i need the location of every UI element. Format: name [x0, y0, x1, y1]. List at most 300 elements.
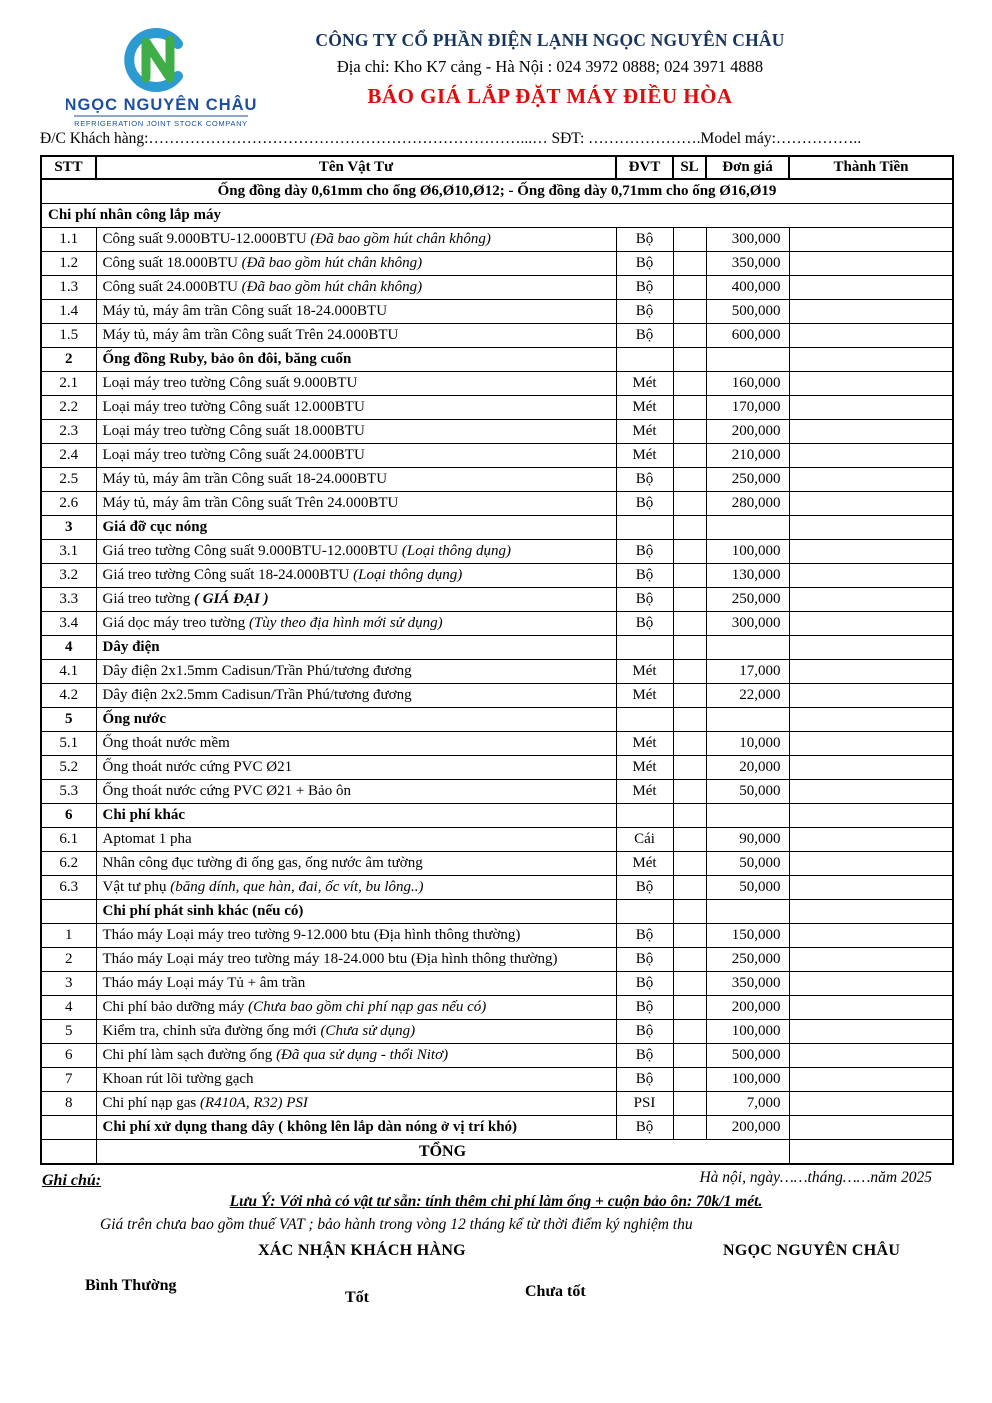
- row-name: [96, 252, 616, 276]
- item-note: (Đã qua sử dụng - thổi Nitơ): [276, 1047, 449, 1063]
- row-sl: [673, 1020, 706, 1044]
- row-name: [96, 564, 616, 588]
- row-sl: [673, 468, 706, 492]
- item-note: (Đã bao gồm hút chân không): [241, 279, 423, 295]
- row-dvt: Bộ: [616, 876, 673, 900]
- row-stt: 2: [41, 948, 96, 972]
- row-sl: [673, 612, 706, 636]
- row-stt: 2.4: [41, 444, 96, 468]
- rating-normal-label: Bình Thường: [85, 1277, 177, 1294]
- row-stt: 3: [41, 516, 96, 540]
- company-logo: [66, 24, 256, 139]
- total-label: TỔNG: [96, 1140, 789, 1165]
- table-row: [41, 372, 953, 396]
- item-note: ( GIÁ ĐẠI ): [193, 591, 269, 607]
- row-name: [96, 852, 616, 876]
- row-dvt: Bộ: [616, 300, 673, 324]
- item-name: Kiểm tra, chỉnh sửa đường ống mới: [102, 1023, 321, 1039]
- row-name: [96, 972, 616, 996]
- row-dvt: [616, 708, 673, 732]
- item-note: (Loại thông dụng): [353, 567, 463, 583]
- group-title: Chi phí nhân công lắp máy: [41, 204, 953, 228]
- row-sl: [673, 708, 706, 732]
- row-price: 200,000: [706, 996, 789, 1020]
- row-total: [789, 852, 953, 876]
- row-total: [789, 708, 953, 732]
- table-row: [41, 972, 953, 996]
- col-header-sl: SL: [673, 156, 706, 179]
- item-name: Tháo máy Loại máy Tủ + âm trần: [102, 975, 306, 991]
- item-name: Ống thoát nước mềm: [102, 735, 230, 751]
- row-name: [96, 468, 616, 492]
- table-row: [41, 636, 953, 660]
- row-dvt: Bộ: [616, 1044, 673, 1068]
- row-sl: [673, 276, 706, 300]
- row-dvt: PSI: [616, 1092, 673, 1116]
- row-sl: [673, 372, 706, 396]
- row-price: 170,000: [706, 396, 789, 420]
- item-name: Vật tư phụ: [102, 879, 171, 895]
- row-name: [96, 1068, 616, 1092]
- row-sl: [673, 876, 706, 900]
- logo-subtitle: REFRIGERATION JOINT STOCK COMPANY: [74, 119, 248, 128]
- row-stt: 2.3: [41, 420, 96, 444]
- item-name: Máy tủ, máy âm trần Công suất Trên 24.000BTU: [102, 327, 399, 343]
- row-total: [789, 348, 953, 372]
- row-stt: 1.2: [41, 252, 96, 276]
- row-price: 130,000: [706, 564, 789, 588]
- total-amount-cell: [789, 1140, 953, 1165]
- quote-table-body: [41, 179, 953, 1164]
- row-stt: 1.4: [41, 300, 96, 324]
- item-name: Loại máy treo tường Công suất 12.000BTU: [102, 399, 365, 415]
- row-stt: 5.3: [41, 780, 96, 804]
- section-title: Chi phí khác: [96, 804, 616, 828]
- row-name: [96, 492, 616, 516]
- row-dvt: Cái: [616, 828, 673, 852]
- item-name: Giá treo tường Công suất 9.000BTU-12.000BTU: [102, 543, 402, 559]
- row-dvt: Mét: [616, 372, 673, 396]
- row-sl: [673, 996, 706, 1020]
- section-title: Ống đồng Ruby, bảo ôn đôi, băng cuốn: [96, 348, 616, 372]
- row-price: 350,000: [706, 972, 789, 996]
- row-dvt: Mét: [616, 420, 673, 444]
- item-name: Máy tủ, máy âm trần Công suất Trên 24.000BTU: [102, 495, 399, 511]
- row-name: [96, 228, 616, 252]
- row-name: [96, 372, 616, 396]
- row-name: [96, 996, 616, 1020]
- table-row: [41, 540, 953, 564]
- row-dvt: Bộ: [616, 540, 673, 564]
- row-stt: [41, 1116, 96, 1140]
- row-dvt: Mét: [616, 756, 673, 780]
- rating-good-label: Tốt: [345, 1289, 369, 1306]
- col-header-dvt: ĐVT: [616, 156, 673, 179]
- col-header-name: Tên Vật Tư: [96, 156, 616, 179]
- item-name: Khoan rút lõi tường gạch: [102, 1071, 254, 1087]
- table-row: [41, 228, 953, 252]
- row-sl: [673, 972, 706, 996]
- row-price: 400,000: [706, 276, 789, 300]
- item-name: Tháo máy Loại máy treo tường máy 18-24.000 btu (Địa hình thông thường): [102, 951, 558, 967]
- row-dvt: Bộ: [616, 492, 673, 516]
- company-name: CÔNG TY CỔ PHẦN ĐIỆN LẠNH NGỌC NGUYÊN CHÂU: [315, 30, 785, 50]
- item-name: Công suất 9.000BTU-12.000BTU: [102, 231, 311, 247]
- table-row: [41, 780, 953, 804]
- row-sl: [673, 324, 706, 348]
- table-row: [41, 1092, 953, 1116]
- item-name: Giá treo tường Công suất 18-24.000BTU: [102, 567, 354, 583]
- document-header: [250, 30, 850, 109]
- row-price: 100,000: [706, 1068, 789, 1092]
- row-price: 7,000: [706, 1092, 789, 1116]
- row-name: [96, 420, 616, 444]
- row-sl: [673, 732, 706, 756]
- row-dvt: Bộ: [616, 276, 673, 300]
- row-price: [706, 636, 789, 660]
- row-sl: [673, 516, 706, 540]
- row-dvt: Bộ: [616, 612, 673, 636]
- item-name: Dây điện 2x2.5mm Cadisun/Trần Phú/tương đương: [102, 687, 412, 703]
- row-price: 10,000: [706, 732, 789, 756]
- row-total: [789, 924, 953, 948]
- row-stt: 3: [41, 972, 96, 996]
- table-row: [41, 828, 953, 852]
- table-header-row: [41, 156, 953, 179]
- row-sl: [673, 828, 706, 852]
- table-row: [41, 252, 953, 276]
- row-price: 200,000: [706, 1116, 789, 1140]
- row-name: [96, 732, 616, 756]
- row-price: 500,000: [706, 300, 789, 324]
- table-row: [41, 684, 953, 708]
- row-total: [789, 396, 953, 420]
- vat-warranty-note: Giá trên chưa bao gồm thuế VAT ; bảo hành trong vòng 12 tháng kể từ thời điểm ký nghiệm thu: [100, 1216, 693, 1233]
- row-name: [96, 1116, 616, 1140]
- row-stt: 6: [41, 1044, 96, 1068]
- row-sl: [673, 780, 706, 804]
- row-total: [789, 372, 953, 396]
- row-stt: 5: [41, 1020, 96, 1044]
- row-price: [706, 516, 789, 540]
- row-name: [96, 684, 616, 708]
- row-total: [789, 756, 953, 780]
- row-total: [789, 516, 953, 540]
- customer-confirmation-label: XÁC NHẬN KHÁCH HÀNG: [258, 1242, 466, 1259]
- row-sl: [673, 756, 706, 780]
- item-name: Loại máy treo tường Công suất 18.000BTU: [102, 423, 365, 439]
- company-signature-label: NGỌC NGUYÊN CHÂU: [723, 1242, 901, 1259]
- row-price: 22,000: [706, 684, 789, 708]
- table-row: [41, 708, 953, 732]
- row-stt: 5.2: [41, 756, 96, 780]
- row-dvt: [616, 804, 673, 828]
- row-price: 17,000: [706, 660, 789, 684]
- row-sl: [673, 660, 706, 684]
- row-total: [789, 1116, 953, 1140]
- row-total: [789, 972, 953, 996]
- row-name: [96, 924, 616, 948]
- row-price: 300,000: [706, 612, 789, 636]
- row-stt: 1.3: [41, 276, 96, 300]
- row-dvt: Bộ: [616, 996, 673, 1020]
- table-row: [41, 276, 953, 300]
- customer-info-line: Đ/C Khách hàng:………………………………………………………………...… SĐT: ………………….Model máy:……………..: [40, 130, 862, 147]
- item-name: Chi phí bảo dưỡng máy: [102, 999, 249, 1015]
- row-sl: [673, 396, 706, 420]
- row-dvt: Mét: [616, 852, 673, 876]
- row-stt: 1: [41, 924, 96, 948]
- row-stt: 3.4: [41, 612, 96, 636]
- item-name: Nhân công đục tường đi ống gas, ống nước âm tường: [102, 855, 423, 871]
- row-dvt: Bộ: [616, 588, 673, 612]
- row-sl: [673, 1116, 706, 1140]
- row-sl: [673, 228, 706, 252]
- table-row: [41, 732, 953, 756]
- row-total: [789, 1044, 953, 1068]
- row-dvt: Mét: [616, 396, 673, 420]
- row-name: [96, 540, 616, 564]
- item-name: Ống thoát nước cứng PVC Ø21 + Bảo ôn: [102, 783, 351, 799]
- row-price: 250,000: [706, 588, 789, 612]
- row-stt: 4: [41, 636, 96, 660]
- row-price: 50,000: [706, 852, 789, 876]
- row-total: [789, 1092, 953, 1116]
- band-title: Ống đồng dày 0,61mm cho ống Ø6,Ø10,Ø12; - Ống đồng dày 0,71mm cho ống Ø16,Ø19: [41, 179, 953, 204]
- row-sl: [673, 900, 706, 924]
- row-name: [96, 876, 616, 900]
- row-sl: [673, 444, 706, 468]
- item-note: (Loại thông dụng): [401, 543, 512, 559]
- row-stt: 2.2: [41, 396, 96, 420]
- row-sl: [673, 1068, 706, 1092]
- item-name: Loại máy treo tường Công suất 24.000BTU: [102, 447, 365, 463]
- company-address: Địa chỉ: Kho K7 cảng - Hà Nội : 024 3972 0888; 024 3971 4888: [336, 57, 764, 76]
- row-dvt: [616, 900, 673, 924]
- row-sl: [673, 1044, 706, 1068]
- row-price: 160,000: [706, 372, 789, 396]
- row-dvt: Mét: [616, 732, 673, 756]
- item-note: (R410A, R32) PSI: [200, 1095, 308, 1111]
- row-total: [789, 876, 953, 900]
- row-sl: [673, 948, 706, 972]
- row-stt: 1.1: [41, 228, 96, 252]
- table-row: [41, 516, 953, 540]
- table-row: [41, 420, 953, 444]
- table-row: [41, 204, 953, 228]
- row-name: [96, 948, 616, 972]
- row-sl: [673, 1092, 706, 1116]
- item-name: Máy tủ, máy âm trần Công suất 18-24.000BTU: [102, 471, 388, 487]
- attention-note: Lưu Ý: Với nhà có vật tư sẵn: tính thêm chi phí làm ống + cuộn bảo ôn: 70k/1 mét.: [229, 1193, 763, 1210]
- quote-title: BÁO GIÁ LẮP ĐẶT MÁY ĐIỀU HÒA: [367, 84, 733, 108]
- row-total: [789, 948, 953, 972]
- row-stt: 3.3: [41, 588, 96, 612]
- item-name: Dây điện 2x1.5mm Cadisun/Trần Phú/tương đương: [102, 663, 412, 679]
- row-name: [96, 1092, 616, 1116]
- row-stt: 8: [41, 1092, 96, 1116]
- table-row: [41, 948, 953, 972]
- row-price: 200,000: [706, 420, 789, 444]
- row-sl: [673, 636, 706, 660]
- row-total: [789, 1020, 953, 1044]
- table-row: [41, 492, 953, 516]
- row-total: [789, 444, 953, 468]
- table-row: [41, 324, 953, 348]
- row-dvt: Bộ: [616, 972, 673, 996]
- row-stt: 6.2: [41, 852, 96, 876]
- table-row: [41, 179, 953, 204]
- row-total: [789, 540, 953, 564]
- col-header-stt: STT: [41, 156, 96, 179]
- row-stt: [41, 900, 96, 924]
- notes-label: Ghi chú:: [42, 1172, 102, 1189]
- table-row: [41, 924, 953, 948]
- row-name: [96, 300, 616, 324]
- table-row: [41, 468, 953, 492]
- row-price: 50,000: [706, 876, 789, 900]
- row-stt: 3.2: [41, 564, 96, 588]
- logo-emblem-icon: [66, 24, 256, 134]
- row-name: [96, 1020, 616, 1044]
- row-dvt: Mét: [616, 780, 673, 804]
- item-name: Ống thoát nước cứng PVC Ø21: [102, 759, 293, 775]
- row-sl: [673, 852, 706, 876]
- row-sl: [673, 588, 706, 612]
- row-stt: 4: [41, 996, 96, 1020]
- row-name: [96, 780, 616, 804]
- row-dvt: [616, 348, 673, 372]
- table-row: [41, 300, 953, 324]
- row-total: [789, 660, 953, 684]
- row-name: [96, 276, 616, 300]
- row-price: 210,000: [706, 444, 789, 468]
- item-name: Tháo máy Loại máy treo tường 9-12.000 btu (Địa hình thông thường): [102, 927, 521, 943]
- row-sl: [673, 804, 706, 828]
- row-total: [789, 612, 953, 636]
- row-name: [96, 1044, 616, 1068]
- row-price: 90,000: [706, 828, 789, 852]
- section-title: Chi phí phát sinh khác (nếu có): [96, 900, 616, 924]
- row-total: [789, 228, 953, 252]
- row-dvt: Bộ: [616, 1020, 673, 1044]
- row-price: [706, 348, 789, 372]
- table-row: [41, 588, 953, 612]
- table-row: [41, 396, 953, 420]
- logo-name: NGỌC NGUYÊN CHÂU: [66, 96, 256, 114]
- item-name: Chi phí làm sạch đường ống: [102, 1047, 277, 1063]
- row-total: [789, 468, 953, 492]
- row-stt: 2.1: [41, 372, 96, 396]
- row-price: 300,000: [706, 228, 789, 252]
- row-total: [789, 564, 953, 588]
- row-dvt: Bộ: [616, 1116, 673, 1140]
- row-total: [789, 684, 953, 708]
- item-note: (Chưa sử dụng): [320, 1023, 416, 1039]
- table-row: [41, 804, 953, 828]
- row-stt: 3.1: [41, 540, 96, 564]
- table-row: [41, 996, 953, 1020]
- row-price: 20,000: [706, 756, 789, 780]
- table-row: [41, 444, 953, 468]
- table-row: [41, 1020, 953, 1044]
- row-total: [789, 588, 953, 612]
- row-dvt: [616, 516, 673, 540]
- row-stt: 4.2: [41, 684, 96, 708]
- row-total: [789, 780, 953, 804]
- row-price: 50,000: [706, 780, 789, 804]
- row-dvt: Bộ: [616, 948, 673, 972]
- row-stt: 2.6: [41, 492, 96, 516]
- row-stt: 1.5: [41, 324, 96, 348]
- row-sl: [673, 564, 706, 588]
- row-name: [96, 612, 616, 636]
- row-price: 280,000: [706, 492, 789, 516]
- row-sl: [673, 540, 706, 564]
- item-name: Giá treo tường: [102, 591, 194, 607]
- quote-table: [40, 155, 954, 1165]
- item-note: (băng dính, que hàn, đai, ốc vít, bu lông..): [170, 879, 424, 895]
- section-title: Giá đỡ cục nóng: [96, 516, 616, 540]
- row-name: [96, 444, 616, 468]
- row-price: 600,000: [706, 324, 789, 348]
- row-total: [789, 420, 953, 444]
- row-price: 250,000: [706, 468, 789, 492]
- row-dvt: Mét: [616, 684, 673, 708]
- row-stt: 2: [41, 348, 96, 372]
- row-stt: 7: [41, 1068, 96, 1092]
- row-dvt: Bộ: [616, 468, 673, 492]
- item-name: Aptomat 1 pha: [102, 831, 192, 847]
- row-dvt: Bộ: [616, 564, 673, 588]
- row-price: 100,000: [706, 540, 789, 564]
- row-stt: 2.5: [41, 468, 96, 492]
- row-name: [96, 828, 616, 852]
- table-row: [41, 348, 953, 372]
- row-dvt: Bộ: [616, 324, 673, 348]
- row-sl: [673, 252, 706, 276]
- row-name: [96, 756, 616, 780]
- row-total: [789, 492, 953, 516]
- item-note: (Đã bao gồm hút chân không): [241, 255, 423, 271]
- row-dvt: [616, 636, 673, 660]
- item-name: Máy tủ, máy âm trần Công suất 18-24.000BTU: [102, 303, 388, 319]
- row-sl: [673, 924, 706, 948]
- table-row: [41, 564, 953, 588]
- row-dvt: Bộ: [616, 1068, 673, 1092]
- table-row: [41, 900, 953, 924]
- row-price: [706, 804, 789, 828]
- row-total: [789, 804, 953, 828]
- table-row: [41, 1044, 953, 1068]
- row-total: [789, 252, 953, 276]
- item-name: Giá dọc máy treo tường: [102, 615, 249, 631]
- row-dvt: Mét: [616, 660, 673, 684]
- item-note: (Chưa bao gồm chi phí nạp gas nếu có): [248, 999, 487, 1015]
- table-row: [41, 1116, 953, 1140]
- table-row: [41, 1140, 953, 1165]
- row-sl: [673, 684, 706, 708]
- date-line: Hà nội, ngày……tháng……năm 2025: [699, 1169, 932, 1186]
- row-stt: 6.3: [41, 876, 96, 900]
- row-stt: 6: [41, 804, 96, 828]
- item-name: Chi phí nạp gas: [102, 1095, 200, 1111]
- item-note: (Tùy theo địa hình mới sử dụng): [248, 615, 443, 631]
- row-name: [96, 396, 616, 420]
- row-total: [789, 300, 953, 324]
- row-total: [789, 276, 953, 300]
- row-total: [789, 324, 953, 348]
